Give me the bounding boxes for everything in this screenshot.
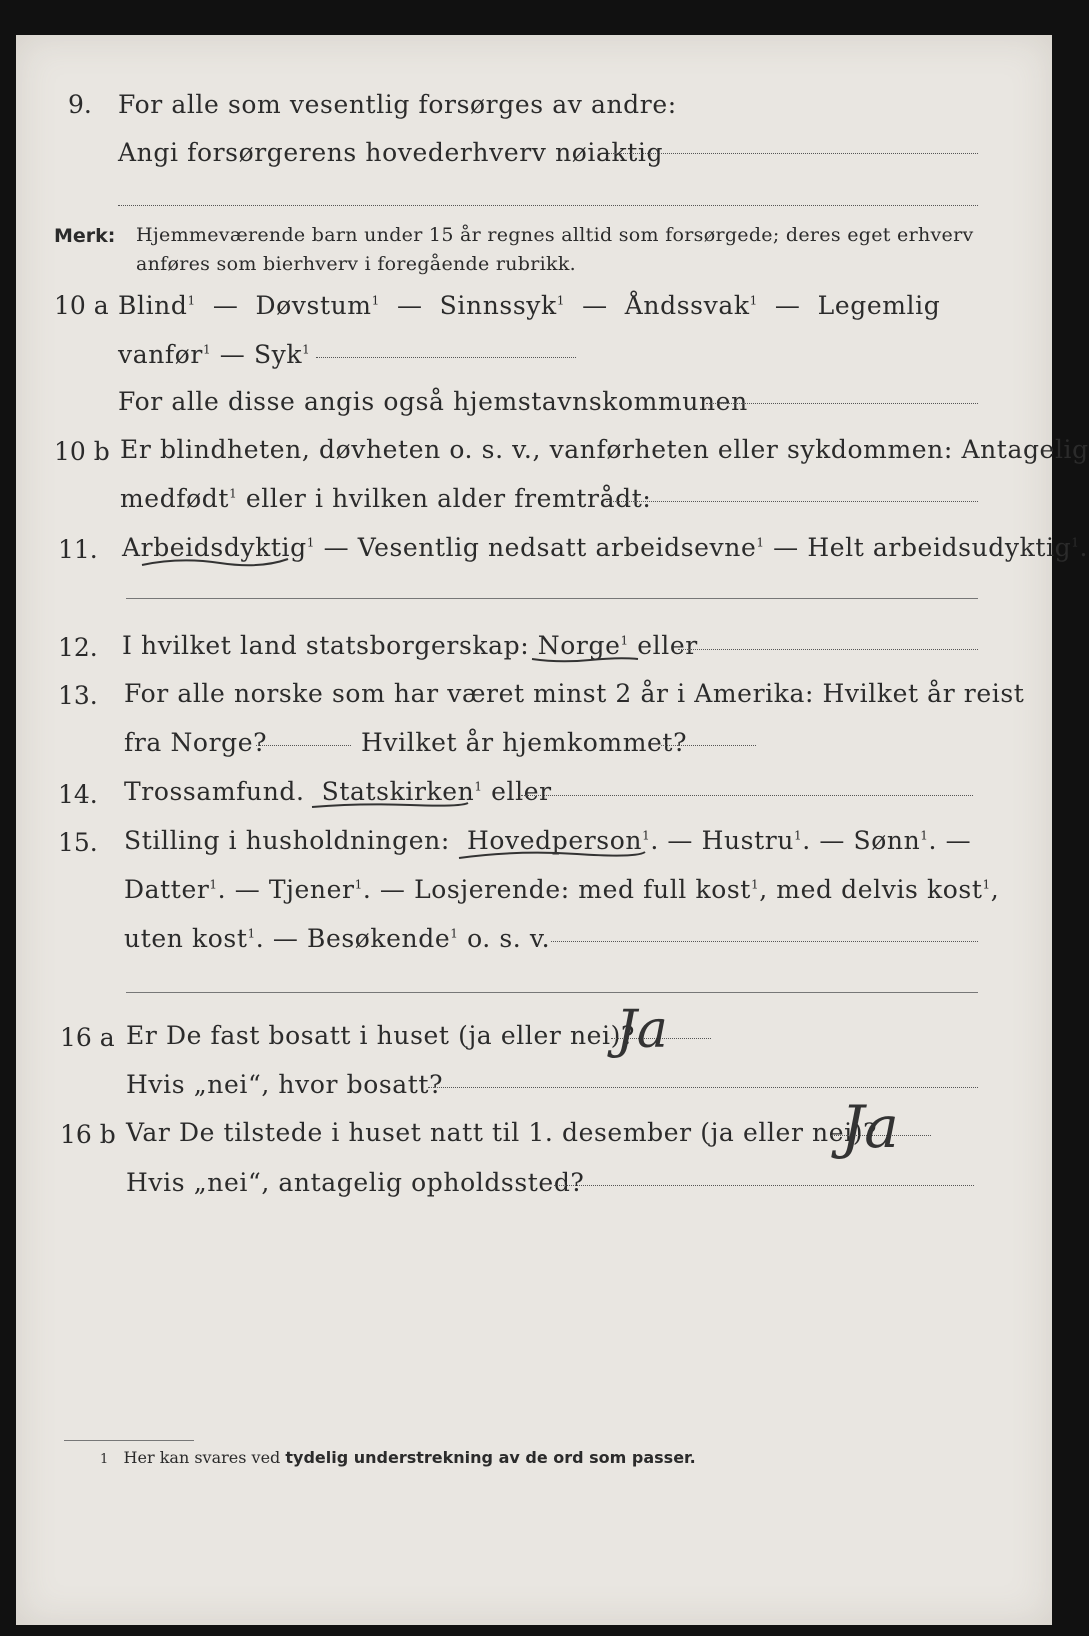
q15-answer-field[interactable] bbox=[551, 941, 978, 942]
merk-line1: Hjemmeværende barn under 15 år regnes alltid som forsørgede; deres eget erhverv bbox=[136, 224, 974, 246]
opt-medfodt[interactable]: medfødt bbox=[120, 484, 230, 513]
q12-answer-field[interactable] bbox=[678, 649, 978, 650]
q16b-handwritten-answer: Ja bbox=[841, 1093, 899, 1161]
opt-norge-underlined[interactable]: Norge$^1$ bbox=[538, 631, 637, 660]
handwritten-underline-icon bbox=[140, 555, 290, 571]
opt-syk[interactable]: Syk bbox=[253, 340, 303, 369]
q16b-opholdssted-field[interactable] bbox=[554, 1185, 974, 1186]
q15-line3: uten kost$^1$. — Besøkende$^1$ o. s. v. bbox=[124, 924, 551, 953]
q10a-answer-field[interactable] bbox=[316, 357, 576, 358]
opt-sonn[interactable]: Sønn bbox=[853, 826, 921, 855]
q13-line2b: Hvilket år hjemkommet? bbox=[361, 728, 688, 757]
q16a-bosatt-field[interactable] bbox=[428, 1087, 978, 1088]
opt-tjener[interactable]: Tjener bbox=[268, 875, 355, 904]
q15-divider bbox=[126, 992, 978, 993]
q11-divider bbox=[126, 598, 978, 599]
q13-number: 13. bbox=[58, 681, 98, 710]
q15-line1: Stilling i husholdningen: Hovedperson$^1$. — Hustru$^1$. — Sønn$^1$. — bbox=[124, 826, 971, 856]
opt-andssvak[interactable]: Åndssvak bbox=[624, 291, 750, 320]
opt-statskirken-underlined[interactable]: Statskirken$^1$ bbox=[322, 777, 492, 806]
q11-options: Arbeidsdyktig$^1$ — Vesentlig nedsatt arbeidsevne$^1$ — Helt arbeidsudyktig$^1$. bbox=[122, 533, 1088, 563]
opt-blind[interactable]: Blind bbox=[118, 291, 188, 320]
opt-hustru[interactable]: Hustru bbox=[701, 826, 794, 855]
q16a-handwritten-answer: Ja bbox=[616, 1000, 668, 1060]
opt-uten-kost[interactable]: uten kost bbox=[124, 924, 248, 953]
q15-number: 15. bbox=[58, 828, 98, 857]
handwritten-underline-icon bbox=[310, 797, 470, 813]
q13-reist-field[interactable] bbox=[256, 745, 351, 746]
opt-besokende[interactable]: Besøkende bbox=[306, 924, 451, 953]
opt-helt-udyktig[interactable]: Helt arbeidsudyktig bbox=[807, 533, 1072, 562]
opt-hovedperson-underlined[interactable]: Hovedperson$^1$. bbox=[467, 826, 667, 855]
q12-line: I hvilket land statsborgerskap: Norge$^1$ eller bbox=[122, 631, 698, 661]
q10a-line3: For alle disse angis også hjemstavnskommunen bbox=[118, 387, 748, 416]
q11-number: 11. bbox=[58, 535, 98, 564]
opt-vesentlig-nedsatt[interactable]: Vesentlig nedsatt arbeidsevne bbox=[357, 533, 757, 562]
q9-line1: For alle som vesentlig forsørges av andre: bbox=[118, 90, 677, 119]
q16a-number: 16 a bbox=[60, 1023, 115, 1052]
q9-answer-field-2[interactable] bbox=[118, 205, 978, 206]
q10a-number: 10 a bbox=[54, 291, 109, 320]
q16b-line1: Var De tilstede i huset natt til 1. desember (ja eller nei)? bbox=[126, 1118, 878, 1147]
q10b-number: 10 b bbox=[54, 437, 110, 466]
q10b-line1: Er blindheten, døvheten o. s. v., vanførheten eller sykdommen: Antagelig bbox=[120, 435, 1089, 464]
q16b-line2: Hvis „nei“, antagelig opholdssted? bbox=[126, 1168, 585, 1197]
q12-number: 12. bbox=[58, 633, 98, 662]
opt-vanfor[interactable]: vanfør bbox=[118, 340, 203, 369]
opt-datter[interactable]: Datter bbox=[124, 875, 210, 904]
q10b-line2: medfødt$^1$ eller i hvilken alder fremtrådt: bbox=[120, 484, 652, 513]
opt-dovstum[interactable]: Døvstum bbox=[255, 291, 372, 320]
merk-label: Merk: bbox=[54, 225, 116, 247]
footnote-rule bbox=[64, 1440, 194, 1441]
q9-line2: Angi forsørgerens hovederhverv nøiaktig bbox=[118, 138, 664, 167]
census-form-page bbox=[16, 35, 1089, 1625]
merk-line2: anføres som bierhverv i foregående rubrikk. bbox=[136, 253, 576, 275]
q13-line2a: fra Norge? bbox=[124, 728, 268, 757]
q9-number: 9. bbox=[68, 90, 92, 119]
q13-hjemkommet-field[interactable] bbox=[661, 745, 756, 746]
opt-losjerende-full[interactable]: Losjerende: med full kost bbox=[414, 875, 751, 904]
q14-answer-field[interactable] bbox=[521, 795, 973, 796]
footnote: 1 Her kan svares ved tydelig understrekning av de ord som passer. bbox=[100, 1448, 696, 1467]
q16a-line1: Er De fast bosatt i huset (ja eller nei)? bbox=[126, 1021, 635, 1050]
q10a-line1: Blind$^1$ — Døvstum$^1$ — Sinnssyk$^1$ — Åndssvak$^1$ — Legemlig bbox=[118, 291, 941, 320]
q13-line1: For alle norske som har været minst 2 år i Amerika: Hvilket år reist bbox=[124, 679, 1025, 708]
q15-line2: Datter$^1$. — Tjener$^1$. — Losjerende: med full kost$^1$, med delvis kost$^1$, bbox=[124, 875, 1000, 904]
q10a-line2: vanfør$^1$ — Syk$^1$ bbox=[118, 340, 311, 369]
handwritten-underline-icon bbox=[530, 651, 640, 667]
q16a-line2: Hvis „nei“, hvor bosatt? bbox=[126, 1070, 444, 1099]
opt-arbeidsdyktig-underlined[interactable]: Arbeidsdyktig$^1$ bbox=[122, 533, 324, 562]
opt-legemlig[interactable]: Legemlig bbox=[817, 291, 941, 320]
q10a-hjemstavn-field[interactable] bbox=[706, 403, 978, 404]
q16b-number: 16 b bbox=[60, 1120, 116, 1149]
opt-delvis-kost[interactable]: med delvis kost bbox=[776, 875, 983, 904]
q14-number: 14. bbox=[58, 780, 98, 809]
q10b-answer-field[interactable] bbox=[606, 501, 978, 502]
handwritten-underline-icon bbox=[457, 846, 647, 864]
q14-line: Trossamfund. Statskirken$^1$ eller bbox=[124, 777, 552, 807]
opt-sinnssyk[interactable]: Sinnssyk bbox=[439, 291, 557, 320]
q9-answer-field[interactable] bbox=[608, 153, 978, 154]
